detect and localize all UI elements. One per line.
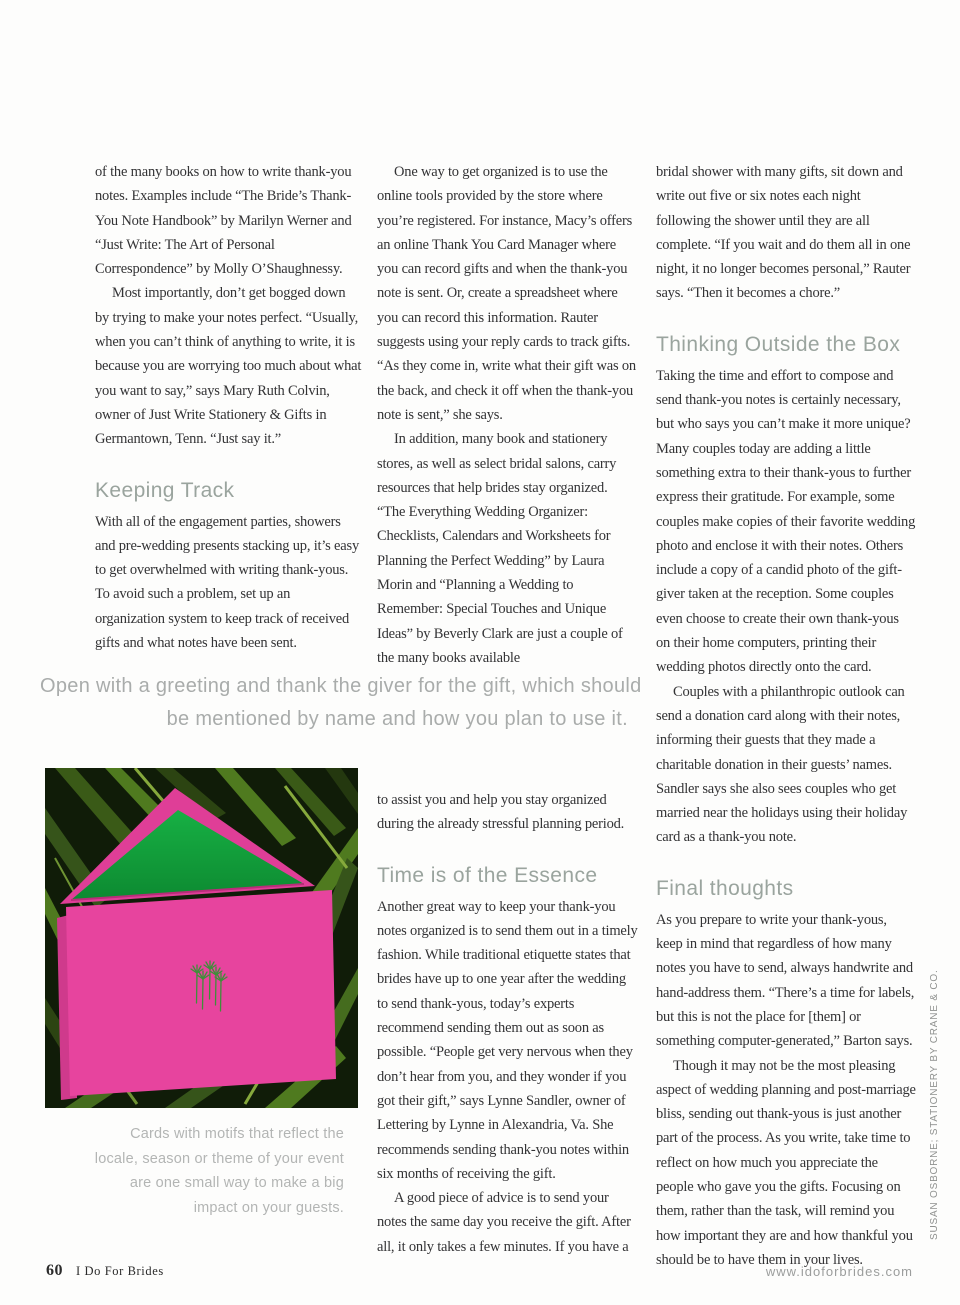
section-heading-thinking-outside-the-box: Thinking Outside the Box bbox=[656, 332, 901, 356]
paragraph: Couples with a philanthropic outlook can send a donation card along with their notes, informing their guests that they made a charitable donation in their guests’ names. Sandler says she also sees couples who get married near the holidays using their holiday card as a thank-you note. bbox=[656, 683, 908, 846]
website-url: www.idoforbrides.com bbox=[765, 1264, 913, 1279]
column-3 bbox=[656, 160, 916, 1272]
section-heading-time-is-of-the-essence: Time is of the Essence bbox=[377, 863, 598, 887]
column-2-upper bbox=[377, 160, 639, 670]
paragraph: to assist you and help you stay organized during the already stressful planning period. bbox=[377, 792, 625, 833]
paragraph: In addition, many book and stationery stores, as well as select bridal salons, carry resources that help brides stay organized. “The Everything Wedding Organizer: Checklists, Calendars and Worksheets for Planning the Perfect Wedding” by Laura Morin and “Planning a Wedding to Remember: Special Touches and Unique Ideas” by Beverly Clark are just a couple of the many books available bbox=[377, 431, 623, 666]
photo-credit: SUSAN OSBORNE; STATIONERY BY CRANE & CO. bbox=[929, 969, 940, 1240]
footer-folio bbox=[46, 1262, 164, 1280]
pull-quote bbox=[40, 670, 642, 736]
pull-quote-line: Open with a greeting and thank the giver for the gift, which should bbox=[40, 675, 642, 697]
paragraph: As you prepare to write your thank-yous, keep in mind that regardless of how many notes you have to send, always handwrite and hand-address them. “There’s a time for labels, but this is not the place for [them] or something computer-generated,” Barton says. bbox=[656, 911, 915, 1050]
envelope-on-grass-illustration bbox=[45, 768, 358, 1108]
column-2-lower bbox=[377, 788, 639, 1259]
paragraph: A good piece of advice is to send your notes the same day you receive the gift. After all, it only takes a few minutes. If you have a bbox=[377, 1190, 631, 1255]
photo-caption: Cards with motifs that reflect the locale, season or theme of your event are one small way to make a big impact on your guests. bbox=[94, 1126, 344, 1216]
section-heading-keeping-track: Keeping Track bbox=[95, 478, 235, 502]
paragraph: bridal shower with many gifts, sit down and write out five or six notes each night following the shower until they are all complete. “If you wait and do them all in one night, it no longer becomes personal,” Rauter says. “Then it becomes a chore.” bbox=[656, 164, 911, 302]
paragraph: Though it may not be the most pleasing aspect of wedding planning and post-marriage bliss, sending out thank-yous is just another part of the process. As you write, take time to reflect on how much you appreciate the people who gave you the gifts. Focusing on them, rather than the task, will remind you how important they are and how thankful you should be to have them in your lives. bbox=[656, 1057, 916, 1268]
page-number: 60 bbox=[46, 1262, 63, 1279]
section-heading-final-thoughts: Final thoughts bbox=[656, 876, 794, 900]
paragraph: With all of the engagement parties, showers and pre-wedding presents stacking up, it’s easy to get overwhelmed with writing thank-yous. To avoid such a problem, set up an organization system to keep track of received gifts and what notes have been sent. bbox=[95, 513, 360, 652]
magazine-name: I Do For Brides bbox=[76, 1264, 164, 1278]
paragraph: of the many books on how to write thank-you notes. Examples include “The Bride’s Thank-You Note Handbook” by Marilyn Werner and “Just Write: The Art of Personal Correspondence” by Molly O’Shaughnessy. bbox=[95, 164, 352, 278]
paragraph: Taking the time and effort to compose and send thank-you notes is certainly necessary, but who says you can’t make it more unique? Many couples today are adding a little something extra to their thank-yous to further express their gratitude. For example, some couples make copies of their favorite wedding photo and enclose it with their notes. Others include a copy of a candid photo of the gift-giver taken at the reception. Some couples even choose to create their own thank-yous on their home computers, printing their wedding photos directly onto the card. bbox=[656, 367, 916, 676]
paragraph: Most importantly, don’t get bogged down by trying to make your notes perfect. “Usually, when you can’t think of anything to write, it is because you are worrying too much about what you want to say,” says Mary Ruth Colvin, owner of Just Write Stationery & Gifts in Germantown, Tenn. “Just say it.” bbox=[95, 285, 362, 448]
paragraph: One way to get organized is to use the online tools provided by the store where you’re registered. For instance, Macy’s offers an online Thank You Card Manager where you can record gifts and when the thank-you note is sent. Or, create a spreadsheet where you can record this information. Rauter suggests using your reply cards to track gifts. “As they come in, write what their gift was on the back, and check it off when the thank-you note is sent,” she says. bbox=[377, 164, 636, 423]
pull-quote-line: be mentioned by name and how you plan to use it. bbox=[166, 708, 628, 730]
stationery-photo bbox=[45, 768, 358, 1108]
paragraph: Another great way to keep your thank-you notes organized is to send them out in a timely fashion. While traditional etiquette states that brides have up to one year after the wedding to send thank-yous, today’s experts recommend sending them out as soon as possible. “People get very nervous when they don’t hear from you, and they wonder if you got their gift,” says Lynne Sandler, owner of Lettering by Lynne in Alexandria, Va. She recommends sending thank-you notes within six months of receiving the gift. bbox=[377, 898, 638, 1182]
column-1 bbox=[95, 160, 362, 655]
